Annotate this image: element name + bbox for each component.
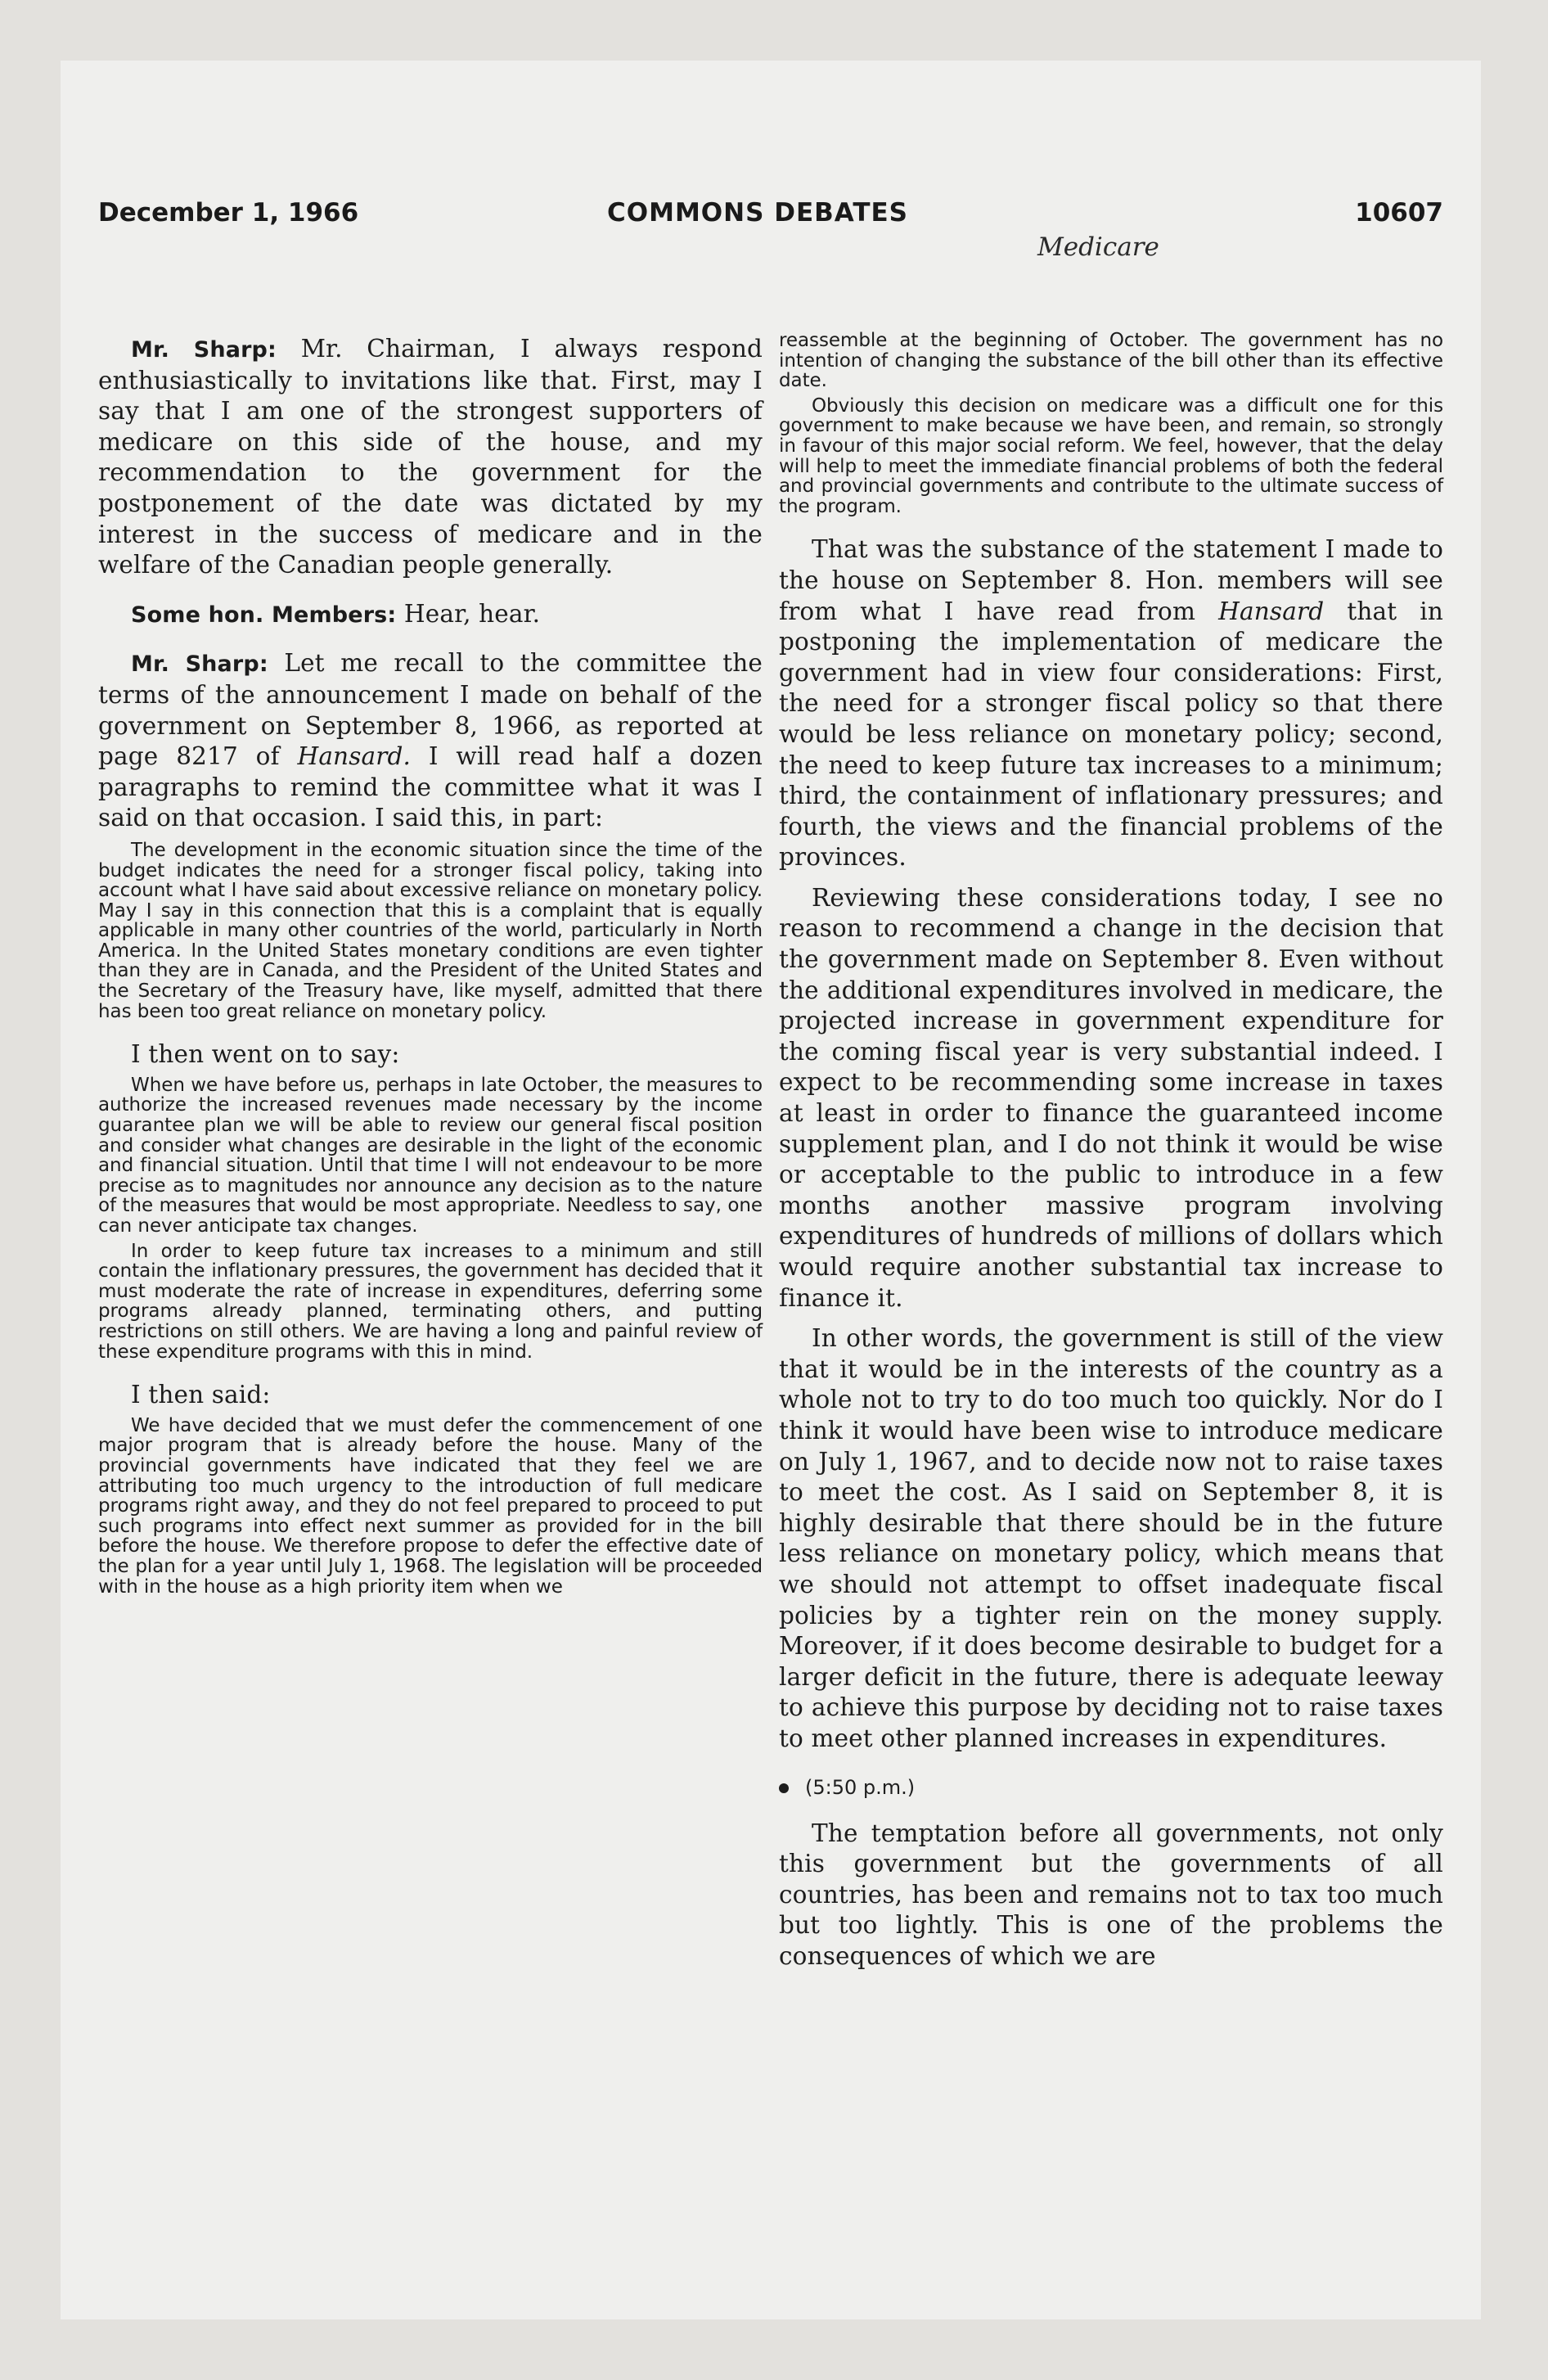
paragraph-text: Hear, hear.	[403, 599, 541, 628]
paragraph	[98, 334, 763, 581]
paragraph	[98, 599, 763, 631]
paragraph-text: Mr. Chairman, I always respond enthusiastically to invitations like that. First, may I say that I am one of the strongest supporters of medicare on this side of the house, and my recommendation to the government for the postponement of the date was dictated by my interest in the success of medicare and in the welfare of the Canadian people generally.	[98, 335, 763, 579]
quoted-passage: Obviously this decision on medicare was a difficult one for this government to make because we have been, and remain, so strongly in favour of this major social reform. We feel, however, that the delay will help to meet the immediate financial problems of both the federal and provincial governments and contribute to the ultimate success of the program.	[779, 394, 1443, 517]
paragraph: The temptation before all governments, not only this government but the governments of all countries, has been and remains not to tax too much but too lightly. This is one of the problems the consequences of which we are	[779, 1819, 1443, 1970]
paragraph-text: That was the substance of the statement I made to the house on September 8. Hon. members will see from what I have read from	[779, 535, 1443, 625]
header-date: December 1, 1966	[98, 198, 359, 228]
speaker-name: Mr. Sharp:	[131, 651, 268, 678]
quoted-passage: reassemble at the beginning of October. The government has no intention of changing the substance of the bill other than its effective date.	[779, 330, 1443, 392]
hansard-reference: Hansard.	[297, 742, 412, 771]
paragraph-text: Let me recall to the committee the terms of the announcement I made on behalf of the government on September 8, 1966, as reported at page 8217 of	[98, 649, 763, 771]
quoted-passage: We have decided that we must defer the commencement of one major program that is already before the house. Many of the provincial governments have indicated that they feel we are attributing too much urgency to the introduction of full medicare programs right away, and they do not feel prepared to proceed to put such programs into effect next summer as provided for in the bill before the house. We therefore propose to defer the effective date of the plan for a year until July 1, 1968. The legislation will be proceeded with in the house as a high priority item when we	[98, 1414, 763, 1598]
quoted-passage: In order to keep future tax increases to a minimum and still contain the inflationary pressures, the government has decided that it must moderate the rate of increase in expenditures, deferring some programs already planned, terminating others, and putting restrictions on still others. We are having a long and painful review of these expenditure programs with this in mind.	[98, 1240, 763, 1363]
quoted-passage: When we have before us, perhaps in late October, the measures to authorize the increased revenues made necessary by the income guarantee plan we will be able to review our general fiscal position and consider what changes are desirable in the light of the economic and financial situation. Until that time I will not endeavour to be more precise as to magnitudes nor announce any decision as to the nature of the measures that would be most appropriate. Needless to say, one can never anticipate tax changes.	[98, 1074, 763, 1237]
bullet-dot-icon	[779, 1783, 789, 1793]
time-marker	[779, 1776, 1443, 1799]
left-column	[98, 270, 763, 1597]
paragraph-text: that in postponing the implementation of medicare the government had in view four considerations: First, the need for a stronger fiscal policy so that there would be less reliance on monetary policy; second, the need to keep future tax increases to a minimum; third, the containment of inflationary pressures; and fourth, the views and the financial problems of the provinces.	[779, 597, 1444, 872]
paragraph-text: I will read half a dozen paragraphs to remind the committee what it was I said on that occasion. I said this, in part:	[98, 742, 763, 832]
paragraph: Reviewing these considerations today, I see no reason to recommend a change in the decision that the government made on September 8. Even without the additional expenditures involved in medicare, the projected increase in government expenditure for the coming fiscal year is very substantial indeed. I expect to be recommending some increase in taxes at least in order to finance the guaranteed income supplement plan, and I do not think it would be wise or acceptable to the public to introduce in a few months another massive program involving expenditures of hundreds of millions of dollars which would require another substantial tax increase to finance it.	[779, 883, 1443, 1312]
right-column	[779, 267, 1443, 1972]
paragraph	[779, 534, 1443, 873]
time-marker-text: (5:50 p.m.)	[805, 1775, 916, 1799]
paragraph	[98, 648, 763, 834]
speaker-name: Some hon. Members:	[131, 602, 397, 628]
header-publication: COMMONS DEBATES	[607, 198, 908, 228]
paragraph: I then said:	[131, 1381, 271, 1409]
speaker-name: Mr. Sharp:	[131, 337, 277, 363]
header-page-number: 10607	[1355, 198, 1443, 228]
page-header	[98, 198, 1443, 231]
hansard-reference: Hansard	[1218, 597, 1325, 625]
section-title: Medicare	[1037, 232, 1159, 262]
page-sheet	[61, 61, 1481, 2319]
quoted-passage: The development in the economic situation since the time of the budget indicates the need for a stronger fiscal policy, taking into account what I have said about excessive reliance on monetary policy. May I say in this connection that this is a complaint that is equally applicable in many other countries of the world, particularly in North America. In the United States monetary conditions are even tighter than they are in Canada, and the President of the United States and the Secretary of the Treasury have, like myself, admitted that there has been too great reliance on monetary policy.	[98, 839, 763, 1022]
paragraph: In other words, the government is still of the view that it would be in the interests of the country as a whole not to try to do too much too quickly. Nor do I think it would have been wise to introduce medicare on July 1, 1967, and to decide now not to raise taxes to meet the cost. As I said on September 8, it is highly desirable that there should be in the future less reliance on monetary policy, which means that we should not attempt to offset inadequate fiscal policies by a tighter rein on the money supply. Moreover, if it does become desirable to budget for a larger deficit in the future, there is adequate leeway to achieve this purpose by deciding not to raise taxes to meet other planned increases in expenditures.	[779, 1324, 1443, 1752]
paragraph: I then went on to say:	[131, 1040, 400, 1069]
